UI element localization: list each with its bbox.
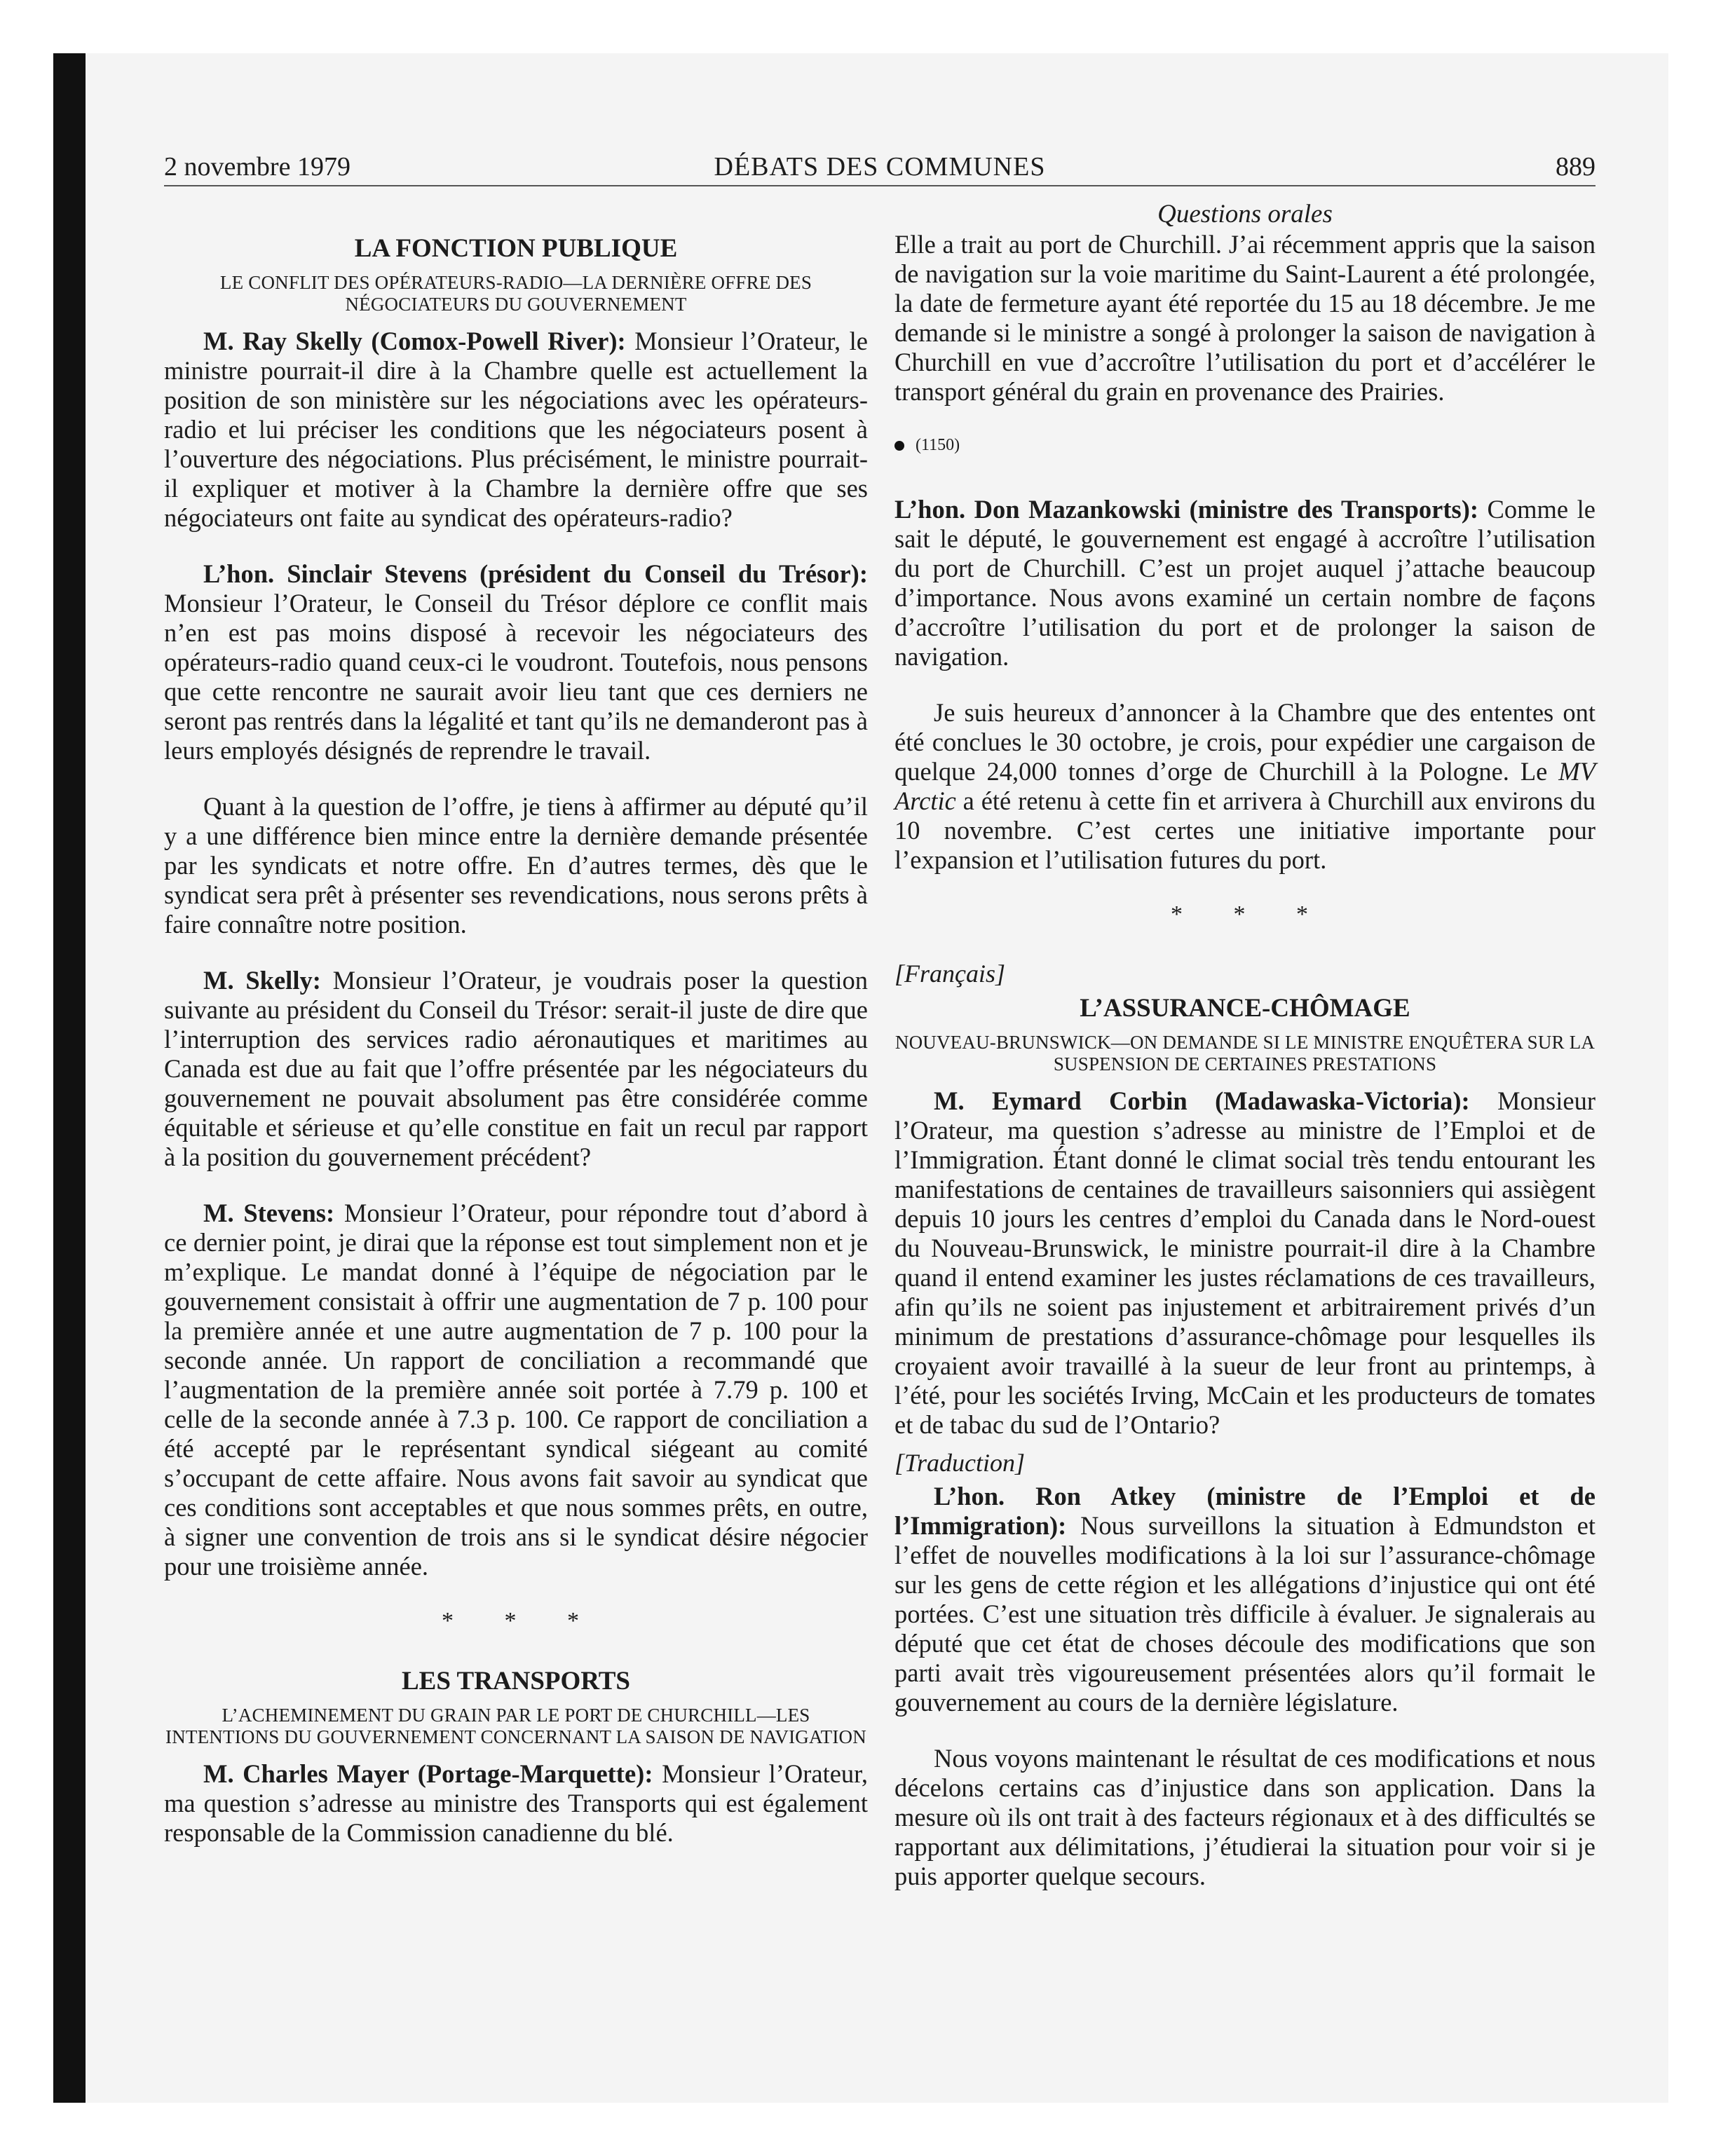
paragraph-text: Elle a trait au port de Churchill. J’ai récemment appris que la saison de navigation sur la voie maritime du Saint-Laurent a été prolongée, la date de fermeture ayant été reportée du 15 au 18 décembre. Je me demande si le ministre a songé à prolonger la saison de navigation à Churchill en vue d’accroître l’utilisation du port et d’accélérer le transport général du grain en provenance des Prairies. xyxy=(894,230,1595,406)
header-title: DÉBATS DES COMMUNES xyxy=(714,152,1046,182)
paragraph-mazankowski-answer xyxy=(894,495,1595,671)
paragraph-text: Monsieur l’Orateur, ma question s’adresse au ministre des Transports qui est également responsable de la Commission canadienne du blé. xyxy=(164,1759,868,1847)
paragraph-atkey-answer xyxy=(894,1482,1595,1717)
paragraph-text: Nous surveillons la situation à Edmundston et l’effet de nouvelles modifications à la loi sur l’assurance-chômage sur les gens de cette région et les allégations d’injustice qui ont été portées. C’est une situation très difficile à évaluer. Je signalerais au député que cet état de choses découle des modifications que son parti avait très vigoureusement présentées alors qu’il formait le gouvernement au cours de la dernière législature. xyxy=(894,1511,1595,1717)
paragraph-text: Nous voyons maintenant le résultat de ces modifications et nous décelons certains cas d’injustice dans son application. Dans la mesure où ils ont trait à des facteurs régionaux et à des difficultés se rapportant aux délimitations, j’étudierai la situation pour voir si je puis apporter quelque secours. xyxy=(894,1744,1595,1890)
paragraph-text: Monsieur l’Orateur, le Conseil du Trésor déplore ce conflit mais n’en est pas moins disposé à recevoir les négociateurs des opérateurs-radio quand ceux-ci le voudront. Toutefois, nous pensons que cette rencontre ne saurait avoir lieu tant que ces derniers ne seront pas rentrés dans la légalité et tant qu’ils ne demanderont pas à leurs employés désignés de reprendre le travail. xyxy=(164,589,868,765)
paragraph-text: Monsieur l’Orateur, pour répondre tout d’abord à ce dernier point, je dirai que la réponse est tout simplement non et je m’explique. Le mandat donné à l’équipe de négociation par le gouvernement consistait à offrir une augmentation de 7 p. 100 pour la première année et une autre augmentation de 7 p. 100 pour la seconde année. Un rapport de conciliation a recommandé que l’augmentation de la première année soit portée à 7.79 p. 100 et celle de la seconde année à 7.3 p. 100. Ce rapport de conciliation a été accepté par le représentant syndical siégeant au comité s’occupant de cette affaire. Nous avons fait savoir au syndicat que ces conditions sont acceptables et que nous sommes prêts, en outre, à signer une convention de trois ans si le syndicat désire négocier pour une troisième année. xyxy=(164,1199,868,1581)
section-subtitle-churchill: L’ACHEMINEMENT DU GRAIN PAR LE PORT DE CHURCHILL—LES INTENTIONS DU GOUVERNEMENT CONCERNANT LA SAISON DE NAVIGATION xyxy=(165,1705,866,1747)
paragraph-corbin-question xyxy=(894,1086,1595,1440)
left-column xyxy=(164,200,868,1874)
page-number: 889 xyxy=(1556,152,1595,182)
column-spacer xyxy=(164,200,868,233)
paragraph-offre xyxy=(164,792,868,939)
paragraph-stevens-reply xyxy=(164,1199,868,1581)
section-title-transports: LES TRANSPORTS xyxy=(402,1667,630,1696)
paragraph-text: Monsieur l’Orateur, ma question s’adresse au ministre de l’Emploi et de l’Immigration. Étant donné le climat social très tendu entourant les manifestations de centaines de travailleurs saisonniers qui assiègent depuis 10 jours les centres d’emploi du Canada dans le Nord-ouest du Nouveau-Brunswick, le ministre pourrait-il dire à la Chambre quand il entend examiner les justes réclamations de ces travailleurs, afin qu’ils ne soient pas injustement et arbitrairement privés d’un minimum de prestations d’assurance-chômage pour lesquelles ils croyaient avoir travaillé à la sueur de leur front au printemps, à l’été, pour les sociétés Irving, McCain et les producteurs de tomates et de tabac du sud de l’Ontario? xyxy=(894,1086,1596,1439)
paragraph-skelly-followup xyxy=(164,966,868,1172)
speaker-name: L’hon. Sinclair Stevens (président du Conseil du Trésor): xyxy=(203,559,868,588)
right-column xyxy=(894,200,1595,1918)
paragraph-churchill-continued xyxy=(894,230,1595,407)
paragraph-text: Quant à la question de l’offre, je tiens à affirmer au député qu’il y a une différence bien mince entre la dernière demande présentée par les syndicats et notre offre. En d’autres termes, dès que le syndicat sera prêt à présenter ses revendications, nous serons prêts à faire connaître notre position. xyxy=(164,792,868,939)
language-tag-traduction: [Traduction] xyxy=(894,1449,1026,1477)
paragraph-text: Comme le sait le député, le gouvernement est engagé à accroître l’utilisation du port de Churchill. C’est un projet auquel j’attache beaucoup d’importance. Nous avons examiné un certain nombre de façons d’accroître l’utilisation du port et de prolonger la saison de navigation. xyxy=(894,495,1595,671)
section-title-assurance-chomage: L’ASSURANCE-CHÔMAGE xyxy=(1080,994,1410,1023)
time-marker xyxy=(894,433,1595,457)
paragraph-text: a été retenu à cette fin et arrivera à Churchill aux environs du 10 novembre. C’est certes une initiative importante pour l’expansion et l’utilisation futures du port. xyxy=(894,786,1595,874)
speaker-name: M. Skelly: xyxy=(203,966,321,995)
paragraph-atkey-continued xyxy=(894,1744,1595,1891)
speaker-name: M. Eymard Corbin (Madawaska-Victoria): xyxy=(934,1086,1470,1115)
section-subtitle-nouveau-brunswick: NOUVEAU-BRUNSWICK—ON DEMANDE SI LE MINISTRE ENQUÊTERA SUR LA SUSPENSION DE CERTAINES PRESTATIONS xyxy=(894,1032,1595,1074)
section-subtitle-operateurs-radio: LE CONFLIT DES OPÉRATEURS-RADIO—LA DERNIÈRE OFFRE DES NÉGOCIATEURS DU GOUVERNEMENT xyxy=(219,272,812,315)
scan-edge-bar xyxy=(53,53,86,2103)
language-tag-francais: [Français] xyxy=(894,960,1006,988)
paragraph-skelly-question xyxy=(164,327,868,533)
speaker-name: M. Charles Mayer (Portage-Marquette): xyxy=(203,1759,653,1788)
section-separator: * * * xyxy=(442,1608,601,1634)
time-marker-label: (1150) xyxy=(916,436,960,454)
paragraph-stevens-answer xyxy=(164,559,868,765)
speaker-name: L’hon. Don Mazankowski (ministre des Transports): xyxy=(894,495,1478,524)
speaker-name: M. Stevens: xyxy=(203,1199,335,1227)
paragraph-mayer-question xyxy=(164,1759,868,1848)
paragraph-text: Monsieur l’Orateur, le ministre pourrait-il dire à la Chambre quelle est actuellement la position de son ministère sur les négociations avec les opérateurs-radio et lui préciser les conditions que les négociateurs posent à l’ouverture des négociations. Plus précisément, le ministre pourrait-il expliquer et motiver à la Chambre la dernière offre que ses négociateurs ont faite au syndicat des opérateurs-radio? xyxy=(164,327,869,532)
section-separator: * * * xyxy=(1171,901,1331,927)
paragraph-ententes xyxy=(894,698,1595,875)
bullet-dot-icon xyxy=(894,441,904,451)
running-head: Questions orales xyxy=(1157,200,1333,228)
speaker-name: M. Ray Skelly (Comox-Powell River): xyxy=(203,327,626,355)
ship-name: MV Arctic xyxy=(894,757,1595,815)
paragraph-text: Monsieur l’Orateur, je voudrais poser la question suivante au président du Conseil du Trésor: serait-il juste de dire que l’interruption des services radio aéronautiques et maritimes au Canada est due au fait que l’offre présentée par les négociateurs du gouvernement ne pouvait absolument pas être considérée comme équitable et sérieuse et qu’elle constitue en fait un recul par rapport à la position du gouvernement précédent? xyxy=(164,966,868,1171)
section-title-fonction-publique: LA FONCTION PUBLIQUE xyxy=(354,234,678,263)
page-header xyxy=(164,149,1595,186)
paragraph-text: Je suis heureux d’annoncer à la Chambre que des ententes ont été conclues le 30 octobre, je crois, pour expédier une cargaison de quelque 24,000 tonnes d’orge de Churchill à la Pologne. Le xyxy=(894,698,1595,786)
header-date: 2 novembre 1979 xyxy=(164,152,351,182)
speaker-name: L’hon. Ron Atkey (ministre de l’Emploi et de l’Immigration): xyxy=(894,1482,1595,1540)
